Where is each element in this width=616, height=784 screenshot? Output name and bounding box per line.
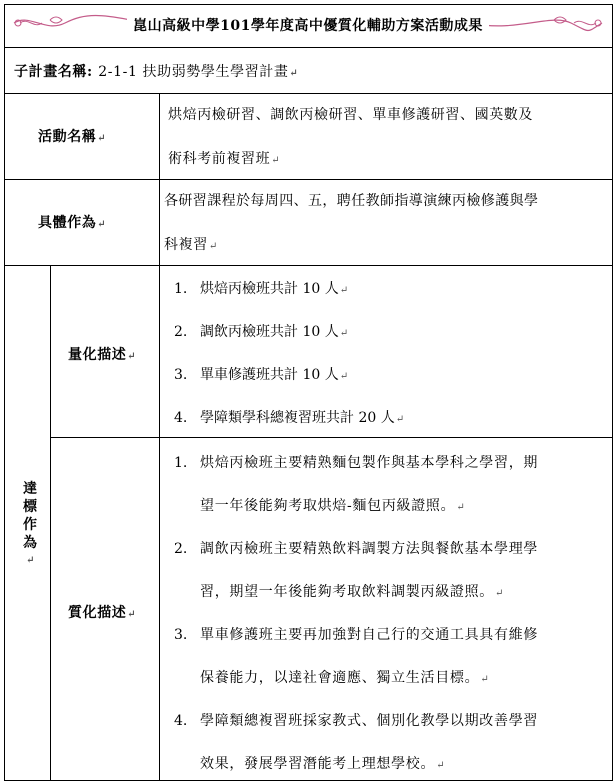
qualitative-label: 質化描述 bbox=[68, 605, 127, 621]
paragraph-mark-icon: ↵ bbox=[480, 674, 489, 685]
item-number: 1. bbox=[174, 455, 188, 471]
item-text-line-1: 單車修護班主要再加強對自己行的交通工具具有維修 bbox=[200, 627, 539, 643]
paragraph-mark-icon: ↵ bbox=[456, 502, 465, 513]
paragraph-mark-icon: ↵ bbox=[495, 588, 504, 599]
achievement-char-2: 標 bbox=[23, 499, 37, 515]
activity-line-1 bbox=[168, 104, 533, 124]
activity-text-2: 術科考前複習班 bbox=[168, 151, 271, 167]
item-text-line-1: 烘焙丙檢班主要精熟麵包製作與基本學科之學習，期 bbox=[200, 455, 539, 471]
quantitative-label: 量化描述 bbox=[68, 347, 127, 363]
item-number: 2. bbox=[174, 324, 188, 340]
qualitative-item bbox=[174, 452, 538, 472]
quantitative-label-cell bbox=[68, 344, 136, 364]
item-text-line-2: 保養能力，以達社會適應、獨立生活目標。 bbox=[200, 670, 480, 686]
practice-label-cell bbox=[38, 212, 106, 232]
qualitative-item-continuation bbox=[200, 667, 489, 687]
item-number: 4. bbox=[174, 410, 188, 426]
paragraph-mark-icon: ↵ bbox=[395, 414, 405, 425]
item-text: 烘焙丙檢班共計 10 人 bbox=[200, 281, 339, 297]
divider bbox=[4, 47, 613, 48]
paragraph-mark-icon: ↵ bbox=[289, 68, 299, 79]
paragraph-mark-icon: ↵ bbox=[339, 328, 349, 339]
item-text-line-2: 效果，發展學習潛能考上理想學校。 bbox=[200, 756, 436, 772]
practice-line-2 bbox=[164, 234, 218, 254]
item-text: 單車修護班共計 10 人 bbox=[200, 367, 339, 383]
qualitative-item-continuation bbox=[200, 581, 503, 601]
achievement-char-4: 為 bbox=[23, 535, 37, 551]
item-text-line-2: 習，期望一年後能夠考取飲料調製丙級證照。 bbox=[200, 584, 494, 600]
achievement-char-3: 作 bbox=[23, 517, 37, 533]
qualitative-item-continuation bbox=[200, 753, 445, 773]
subplan-row bbox=[14, 61, 298, 81]
column-divider bbox=[159, 265, 160, 781]
qualitative-item bbox=[174, 710, 538, 730]
paragraph-mark-icon: ↵ bbox=[271, 155, 281, 166]
item-number: 2. bbox=[174, 541, 188, 557]
item-text-line-2: 望一年後能夠考取烘焙-麵包丙級證照。 bbox=[200, 498, 456, 514]
quantitative-item bbox=[174, 278, 348, 298]
achievement-char-1: 達 bbox=[23, 481, 37, 497]
practice-text-1: 各研習課程於每周四、五，聘任教師指導演練丙檢修護與學 bbox=[164, 193, 539, 209]
activity-text-1: 烘焙丙檢研習、調飲丙檢研習、單車修護研習、國英數及 bbox=[168, 107, 533, 123]
item-number: 4. bbox=[174, 713, 188, 729]
activity-label: 活動名稱 bbox=[38, 129, 97, 145]
item-number: 1. bbox=[174, 281, 188, 297]
paragraph-mark-icon: ↵ bbox=[97, 133, 107, 144]
divider bbox=[50, 437, 613, 438]
subplan-label: 子計畫名稱: bbox=[14, 64, 93, 80]
divider bbox=[4, 179, 613, 180]
paragraph-mark-icon: ↵ bbox=[339, 285, 349, 296]
item-number: 3. bbox=[174, 627, 188, 643]
item-number: 3. bbox=[174, 367, 188, 383]
column-divider bbox=[159, 93, 160, 268]
activity-label-cell bbox=[38, 126, 106, 146]
column-divider bbox=[50, 265, 51, 781]
quantitative-item bbox=[174, 321, 348, 341]
paragraph-mark-icon: ↵ bbox=[97, 219, 107, 230]
item-text-line-1: 學障類總複習班採家教式、個別化教學以期改善學習 bbox=[200, 713, 539, 729]
paragraph-mark-icon: ↵ bbox=[26, 555, 35, 566]
item-text: 調飲丙檢班共計 10 人 bbox=[200, 324, 339, 340]
qualitative-item bbox=[174, 624, 538, 644]
practice-text-2: 科複習 bbox=[164, 237, 208, 253]
page-title: 崑山高級中學101學年度高中優質化輔助方案活動成果 bbox=[127, 15, 489, 35]
paragraph-mark-icon: ↵ bbox=[208, 241, 218, 252]
divider bbox=[4, 93, 613, 94]
practice-line-1 bbox=[164, 190, 538, 210]
divider bbox=[4, 265, 613, 266]
paragraph-mark-icon: ↵ bbox=[436, 760, 445, 771]
qualitative-item bbox=[174, 538, 538, 558]
achievement-label bbox=[20, 480, 40, 570]
subplan-value: 2-1-1 扶助弱勢學生學習計畫 bbox=[98, 64, 289, 80]
paragraph-mark-icon: ↵ bbox=[127, 351, 137, 362]
paragraph-mark-icon: ↵ bbox=[127, 609, 137, 620]
practice-label: 具體作為 bbox=[38, 215, 97, 231]
paragraph-mark-icon: ↵ bbox=[339, 371, 349, 382]
item-text-line-1: 調飲丙檢班主要精熟飲料調製方法與餐飲基本學理學 bbox=[200, 541, 539, 557]
quantitative-item bbox=[174, 364, 348, 384]
title-row bbox=[6, 6, 610, 44]
qualitative-label-cell bbox=[68, 602, 136, 622]
item-text: 學障類學科總複習班共計 20 人 bbox=[200, 410, 395, 426]
activity-line-2 bbox=[168, 148, 280, 168]
quantitative-item bbox=[174, 407, 404, 427]
qualitative-item-continuation bbox=[200, 495, 465, 515]
